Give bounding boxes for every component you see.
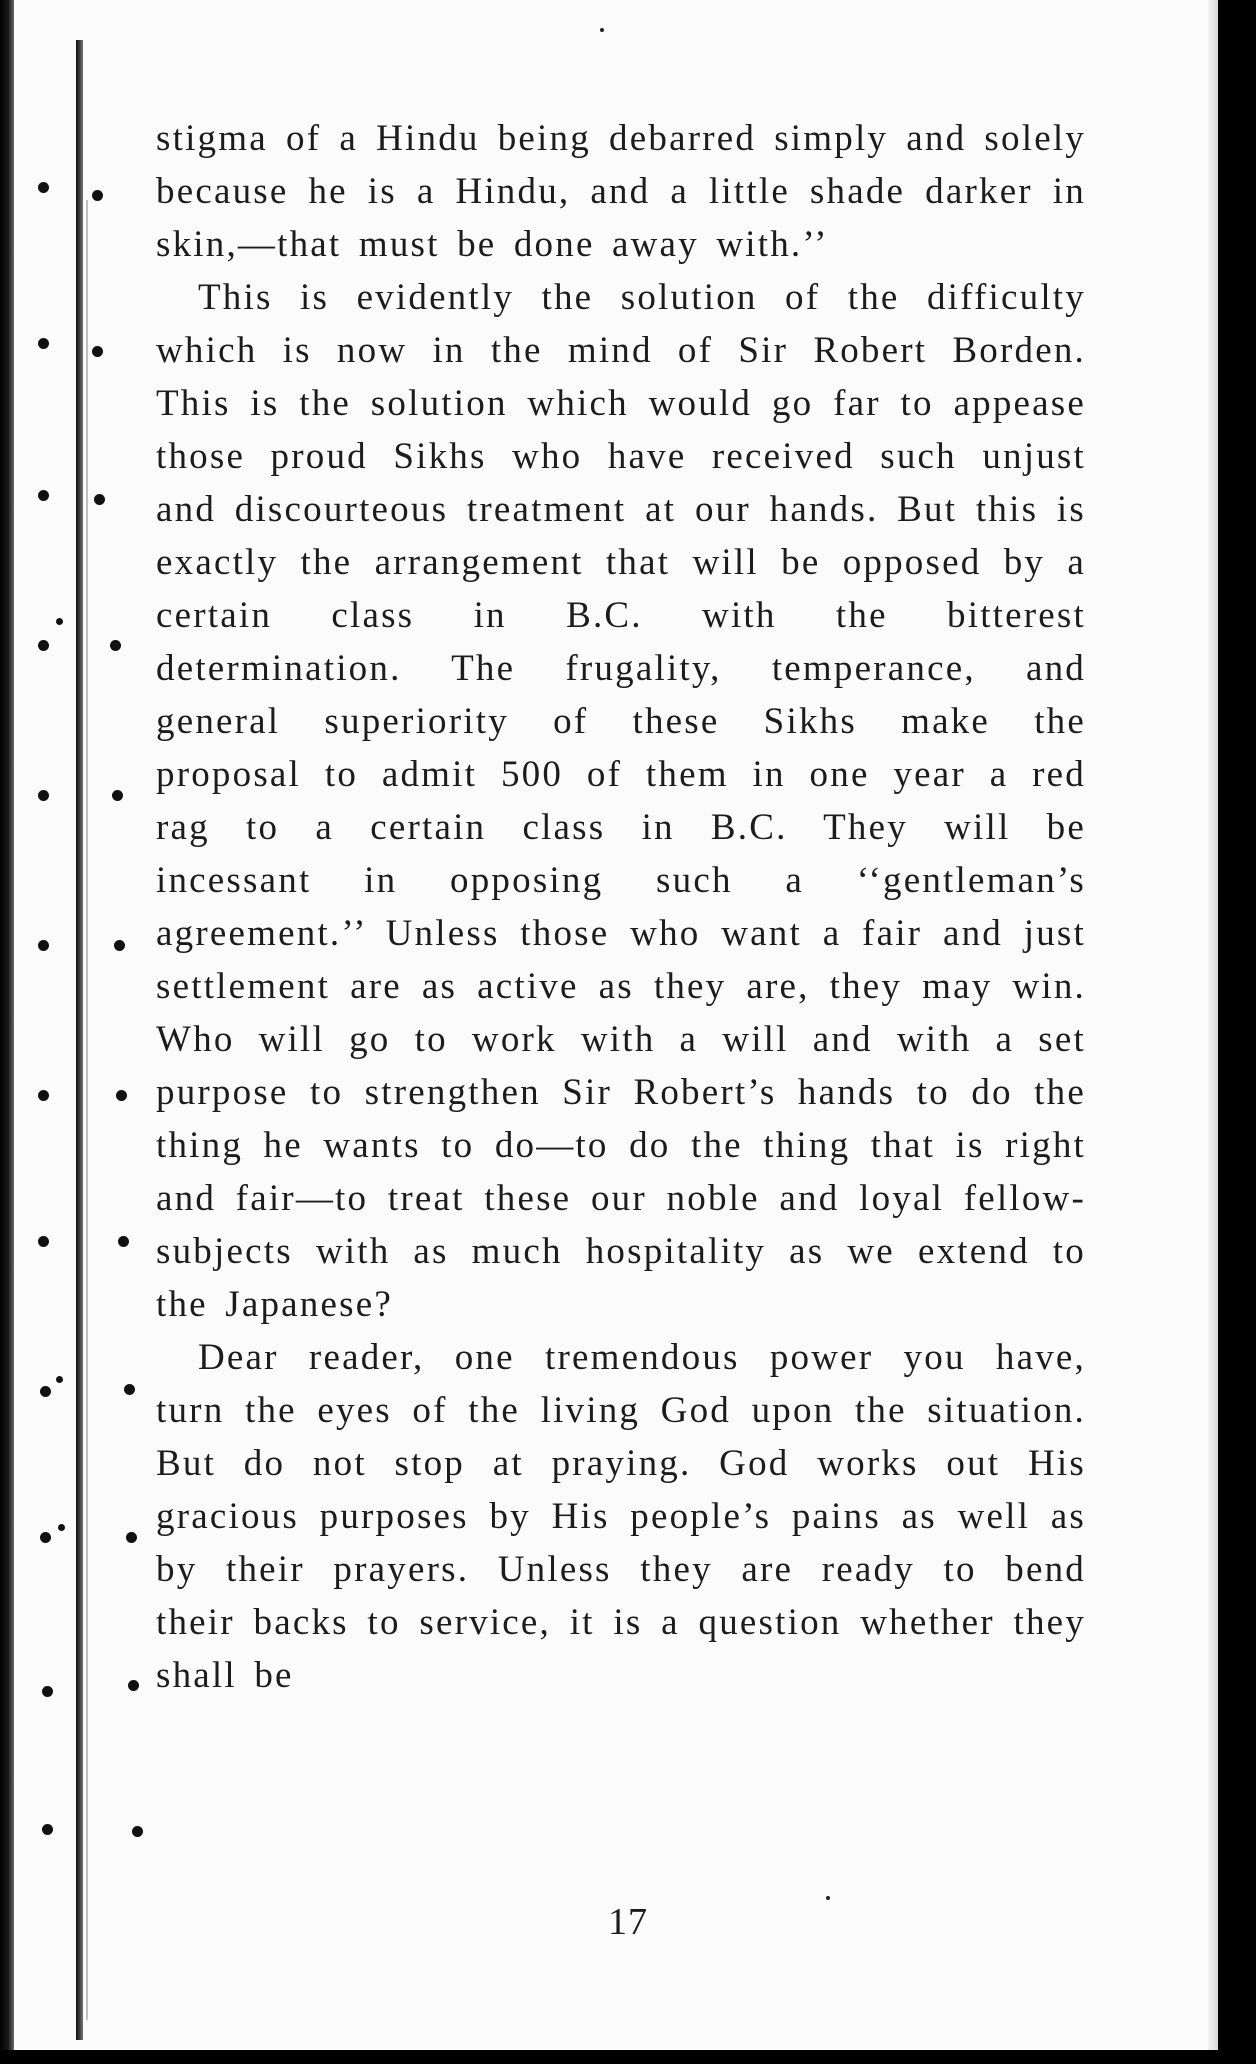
page-number: 17 xyxy=(608,1901,648,1943)
stitch-mark xyxy=(56,618,63,625)
stitch-hole xyxy=(112,790,123,801)
page-binding-shadow xyxy=(0,0,14,2064)
binding-edge-highlight xyxy=(86,200,88,2020)
stitch-hole xyxy=(38,490,49,501)
stitch-hole xyxy=(38,182,49,193)
stitch-hole xyxy=(124,1384,135,1395)
paper-speck xyxy=(600,28,604,32)
stitch-hole xyxy=(40,1532,51,1543)
stitch-hole xyxy=(38,640,49,651)
page-bottom-edge xyxy=(0,2050,1256,2064)
stitch-hole xyxy=(42,1686,53,1697)
stitch-hole xyxy=(126,1532,137,1543)
stitch-hole xyxy=(40,1386,51,1397)
stitch-hole xyxy=(132,1826,143,1837)
page-edge-shadow xyxy=(1208,0,1218,2052)
stitch-hole xyxy=(42,1824,53,1835)
stitch-hole xyxy=(110,640,121,651)
stitch-hole xyxy=(38,1236,49,1247)
stitch-hole xyxy=(38,940,49,951)
stitch-hole xyxy=(38,338,49,349)
stitch-hole xyxy=(114,940,125,951)
body-text xyxy=(156,112,1086,1702)
stitch-mark xyxy=(58,1524,65,1531)
stitch-hole xyxy=(92,346,103,357)
stitch-hole xyxy=(92,190,103,201)
stitch-hole xyxy=(118,1236,129,1247)
stitch-hole xyxy=(38,1090,49,1101)
stitch-mark xyxy=(56,1376,63,1383)
stitch-hole xyxy=(116,1090,127,1101)
paragraph: This is evidently the solution of the difficulty which is now in the mind of Sir Robert Borden. This is the solution which would go far to appease those proud Sikhs who have received such unjust and discourteous treatment at our hands. But this is exactly the arrangement that will be opposed by a certain class in B.C. with the bitterest determination. The frugality, temperance, and general superiority of these Sikhs make the proposal to admit 500 of them in one year a red rag to a certain class in B.C. They will be incessant in opposing such a ‘‘gentleman’s agreement.’’ Unless those who want a fair and just settlement are as active as they are, they may win. Who will go to work with a will and with a set purpose to strengthen Sir Robert’s hands to do the thing he wants to do—to do the thing that is right and fair—to treat these our noble and loyal fellow-subjects with as much hospitality as we extend to the Japanese? xyxy=(156,277,1086,1325)
paragraph: stigma of a Hindu being debarred simply and solely because he is a Hindu, and a little shade darker in skin,—that must be done away with.’’ xyxy=(156,118,1086,265)
stitch-hole xyxy=(94,494,105,505)
stitch-hole xyxy=(38,790,49,801)
binding-edge xyxy=(76,40,83,2040)
stitch-hole xyxy=(128,1680,139,1691)
paragraph: Dear reader, one tremendous power you have, turn the eyes of the living God upon the situation. But do not stop at praying. God works out His gracious purposes by His people’s pains as well as by their prayers. Unless they are ready to bend their backs to service, it is a question whether they shall be xyxy=(156,1337,1086,1696)
